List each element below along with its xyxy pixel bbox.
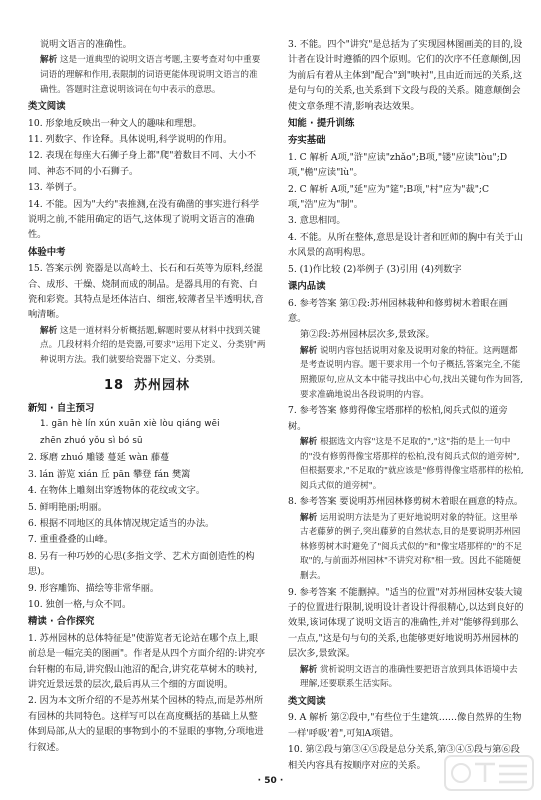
section-heading: 类文阅读 [288, 695, 326, 707]
training-1: 1. C 解析 A项,"浒"应读"zhǎo";B项,"镂"应读"lòu";D项,"檐"应读"lù"。 [288, 151, 508, 179]
training-6: 6. 参考答案 第①段:苏州园林栽种和修剪树木着眼在画意。 [288, 297, 508, 324]
analysis-note: 解析 赏析说明文语言的准确性要把语言放到具体语境中去理解,还要联系生活实际。 [300, 664, 518, 690]
section-heading: 类文阅读 [28, 101, 66, 113]
explore-1: 1. 苏州园林的总体特征是"使游览者无论站在哪个点上,眼前总是一幅完美的图画"。作者是从四个方面介绍的:讲究亭台轩榭的布局,讲究假山池沼的配合,讲究花草树木的映衬,讲究近景远景的层次,最后再从三个细的方面说明。 [28, 632, 266, 690]
answer-5: 5. 鲜明艳丽;明丽。 [28, 501, 108, 513]
section-heading: 知能 · 提升训练 [288, 118, 355, 130]
training-3: 3. 意思相同。 [288, 215, 346, 227]
training-6b: 第②段:苏州园林层次多,景致深。 [300, 329, 435, 341]
answer-12: 12. 表现在每座大石狮子身上都"爬"着数目不同、大小不同、神态不同的小石狮子。 [28, 150, 257, 177]
answer-9: 9. 形容雕饰、描绘等非常华丽。 [28, 582, 160, 594]
answer-6: 6. 根据不同地区的具体情况规定适当的办法。 [28, 517, 215, 529]
page-number: · 50 · [257, 776, 284, 786]
section-heading: 夯实基础 [288, 135, 326, 147]
answer-4: 4. 在物体上雕刻出穿透物体的花纹或文字。 [28, 485, 206, 497]
answer-text: 说明文语言的准确性。 [40, 39, 132, 50]
training-5: 5. (1)作比较 (2)举例子 (3)引用 (4)列数字 [288, 263, 462, 275]
analysis-note: 解析 根据选文内容"这是不足取的","这"指的是上一句中的"没有修剪得像宝塔那样的松柏,没有阅兵式似的道旁树",但根据要求,"不足取的"就应该是"修剪得像宝塔那样的松柏,阅兵式似的道旁树"。 [300, 436, 524, 491]
training-9: 9. 参考答案 不能删掉。"适当的位置"对苏州园林安装大镜子的位置进行限制,说明设计者设计得很精心,以达到良好的效果,该词体现了说明文语言的准确性,并对"能够得到那么一点点,"这是句与句的关系,也能够更好地说明苏州园林的层次多,景致深。 [288, 586, 524, 660]
pinyin-line: 1. gān hè lín xún xuān xiè lòu qiáng wēi [40, 419, 220, 430]
reading-9: 9. A 解析 第②段中,"有些位于生建筑……像自然界的生物一样'呼吸'着",可知A项错。 [288, 712, 522, 739]
left-column [28, 37, 266, 756]
pinyin-line: zhēn zhuó yǒu sì bó sū [40, 435, 143, 446]
explore-3: 3. 不能。四个"讲究"是总括为了实现园林图画美的目的,设计者在设计时遵循的四个原则。它们的次序不任意颠倒,因为前后有着从主体到"配合"到"映衬",且由近而远的关系,这是句与句的关系,也关系到下文段与段的关系。随意颠倒会使文章条理不清,影响表达效果。 [288, 39, 523, 112]
answer-3: 3. lán 游览 xián 丘 pān 攀登 fán 樊篱 [28, 468, 191, 480]
lesson-name: 苏州园林 [134, 377, 191, 393]
section-heading: 精读 · 合作探究 [28, 616, 95, 628]
section-heading: 课内品读 [288, 281, 326, 293]
watermark-logo-icon [443, 752, 535, 794]
answer-8: 8. 另有一种巧妙的心思(多指文学、艺术方面创造性的构思)。 [28, 550, 255, 578]
training-2: 2. C 解析 A项,"延"应为"筵";B项,"村"应为"裁";C项,"浩"应为"制"。 [288, 183, 490, 211]
right-column [288, 37, 526, 774]
lesson-title [28, 378, 266, 393]
analysis-note: 解析 运用说明方法是为了更好地说明对象的特征。这里举古老藤萝的例子,突出藤萝的自然状态,目的是要说明苏州园林修剪树木时避免了"阅兵式似的"和"像宝塔那样的"的不足取"的,与前面苏州园林"不讲究对称"相一致。因此不能随便删去。 [300, 512, 523, 582]
answer-15: 15. 答案示例 瓷器是以高岭土、长石和石英等为原料,经混合、成形、干燥、烧制而成的制品。是器具用的有瓷、白瓷和彩瓷。其特点是坯体洁白、细密,较薄者呈半透明状,音响清晰。 [28, 263, 264, 321]
training-4: 4. 不能。从所在整体,意思是设计者和匠师的胸中有关于山水风景的高明构思。 [288, 231, 524, 259]
lesson-number: 18 [103, 377, 125, 393]
section-heading: 体验中考 [28, 246, 66, 258]
section-heading: 新知 · 自主预习 [28, 403, 95, 415]
answer-10b: 10. 独创一格,与众不同。 [28, 598, 132, 610]
reading-10: 10. 第②段与第③④⑤段是总分关系,第③④⑤段与第⑥段相关内容具有按顺序对应的关系。 [288, 744, 520, 771]
training-7: 7. 参考答案 修剪得像宝塔那样的松柏,阅兵式似的道旁树。 [288, 405, 508, 432]
explore-2: 2. 因为本文所介绍的不是苏州某个园林的特点,而是苏州所有园林的共同特色。这样写可以在高度概括的基础上从整体到局部,从大的显眼的事物到小的不显眼的事物,分项地进行叙述。 [28, 695, 264, 753]
answer-14: 14. 不能。因为"大约"表推测,在没有确凿的事实进行科学说明之前,不能用确定的语气,这体现了说明文语言的准确性。 [28, 198, 260, 241]
answer-13: 13. 举例子。 [28, 182, 83, 194]
analysis-note: 解析 这是一道典型的说明文语言考题,主要考查对句中重要词语的理解和作用,表限制的词语更能体现说明文语言的准确性。答题时注意说明该词在句中表示的意思。 [40, 55, 261, 95]
answer-11: 11. 列数字、作诠释。具体说明,科学说明的作用。 [28, 134, 233, 145]
training-8: 8. 参考答案 要说明苏州园林修剪树木着眼在画意的特点。 [288, 496, 524, 508]
analysis-note: 解析 这是一道材料分析概括题,解题时要从材料中找到关键点。几段材料介绍的是瓷器,可要求"运用下定义、分类别"两种说明方法。我们就要给瓷器下定义、分类别。 [40, 325, 266, 366]
answer-10: 10. 形象地反映出一种文人的趣味和理想。 [28, 117, 202, 129]
answer-7: 7. 重重叠叠的山峰。 [28, 534, 114, 546]
analysis-note: 解析 说明内容包括说明对象及说明对象的特征。这两题都是考查说明内容。题干要求用一个句子概括,答案完全,不能照搬原句,应从文本中能寻找出中心句,找出关键句作为回答,要求准确地说出各段说明的内容。 [300, 345, 524, 400]
answer-2: 2. 琢磨 zhuó 雕镂 蔓延 wàn 藤蔓 [28, 452, 170, 464]
